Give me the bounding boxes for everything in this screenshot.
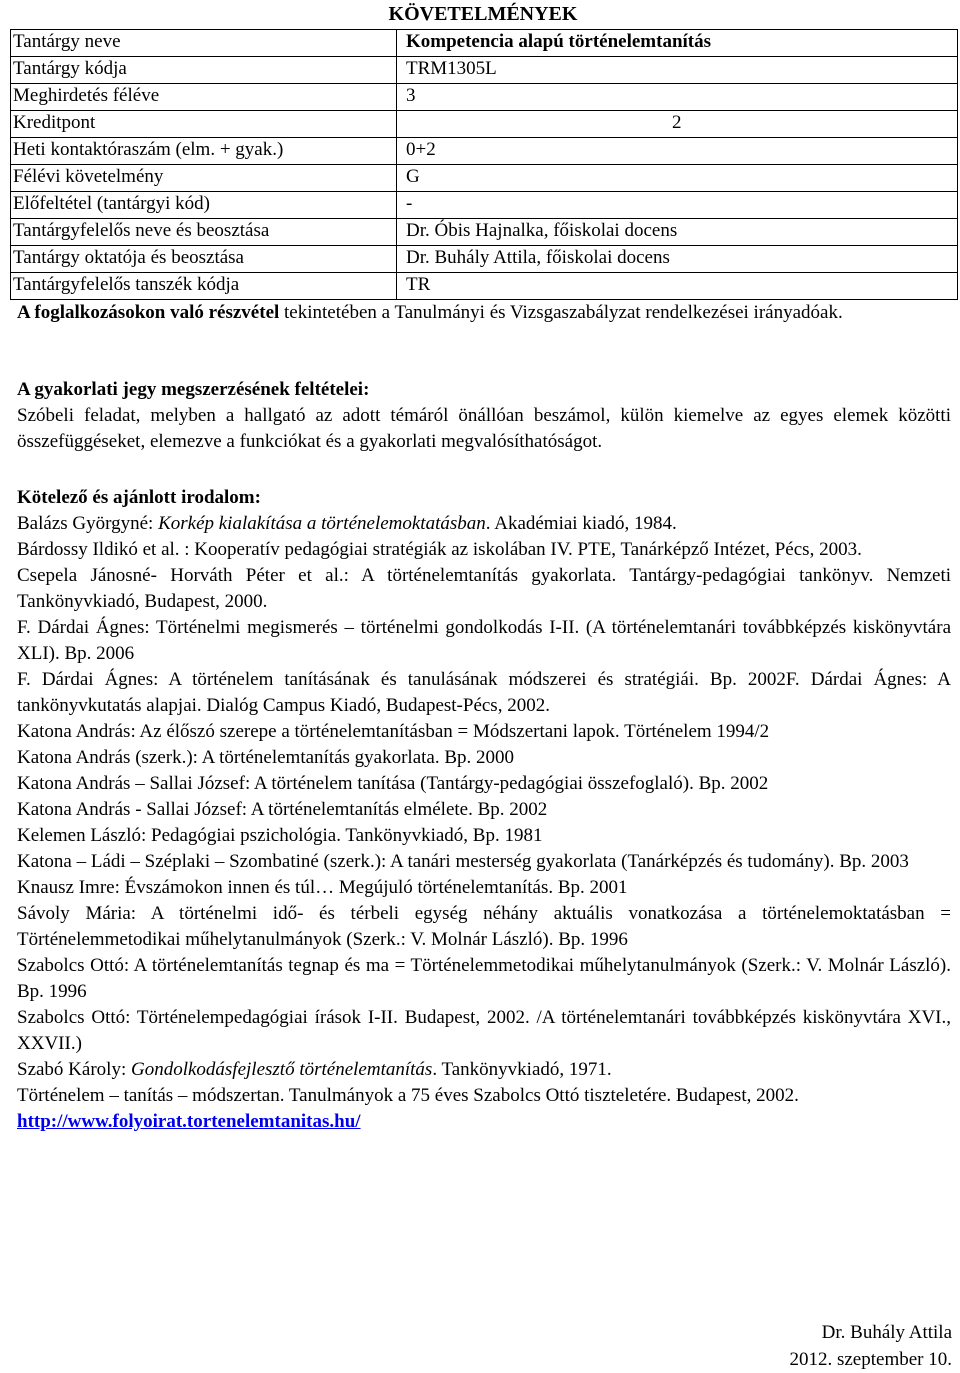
label-semester: Meghirdetés féléve — [13, 85, 160, 106]
attendance-text: tekintetében a Tanulmányi és Vizsgaszabályzat rendelkezései irányadóak. — [279, 302, 843, 323]
lit-item: Katona – Ládi – Széplaki – Szombatiné (szerk.): A tanári mesterség gyakorlata (Tanárképzés és tudomány). Bp. 2003 — [17, 851, 909, 872]
lit-item: Katona András – Sallai József: A történelem tanítása (Tantárgy-pedagógiai összefoglaló). Bp. 2002 — [17, 773, 769, 794]
lit-item: Csepela Jánosné- Horváth Péter et al.: A történelemtanítás gyakorlata. Tantárgy-pedagógiai tankönyv. Nemzeti Tankönyvkiadó, Budapest, 2000. — [17, 565, 951, 612]
value-instructor: Dr. Buhály Attila, főiskolai docens — [406, 247, 670, 268]
value-course-name: Kompetencia alapú történelemtanítás — [406, 31, 712, 52]
lit-item: Balázs Györgyné: Korkép kialakítása a történelemoktatásban. Akadémiai kiadó, 1984. — [17, 513, 677, 534]
value-course-code: TRM1305L — [406, 58, 497, 79]
lit-item: Knausz Imre: Évszámokon innen és túl… Megújuló történelemtanítás. Bp. 2001 — [17, 877, 628, 898]
label-course-name: Tantárgy neve — [13, 31, 121, 52]
label-instructor: Tantárgy oktatója és beosztása — [13, 247, 244, 268]
journal-link[interactable]: http://www.folyoirat.tortenelemtanitas.hu/ — [17, 1111, 361, 1132]
signature-name: Dr. Buhály Attila — [821, 1322, 952, 1343]
label-credits: Kreditpont — [13, 112, 96, 133]
value-credits: 2 — [672, 112, 682, 133]
lit-item: Katona András (szerk.): A történelemtanítás gyakorlata. Bp. 2000 — [17, 747, 515, 768]
signature-date: 2012. szeptember 10. — [789, 1349, 952, 1370]
practice-section — [17, 377, 951, 455]
value-responsible: Dr. Óbis Hajnalka, főiskolai docens — [406, 220, 678, 241]
lit-item: Bárdossy Ildikó et al. : Kooperatív pedagógiai stratégiák az iskolában IV. PTE, Tanárképző Intézet, Pécs, 2003. — [17, 539, 862, 560]
value-semester: 3 — [406, 85, 416, 106]
course-info-table — [10, 29, 958, 300]
label-prerequisite: Előfeltétel (tantárgyi kód) — [13, 193, 210, 214]
label-course-code: Tantárgy kódja — [13, 58, 127, 79]
lit-item: Szabolcs Ottó: A történelemtanítás tegnap és ma = Történelemmetodikai műhelytanulmányok (Szerk.: V. Molnár László). Bp. 1996 — [17, 955, 951, 1002]
literature-heading: Kötelező és ajánlott irodalom: — [17, 487, 261, 508]
value-contact-hours: 0+2 — [406, 139, 436, 160]
lit-item: Katona András: Az élőszó szerepe a történelemtanításban = Módszertani lapok. Történelem 1994/2 — [17, 721, 770, 742]
label-requirement: Félévi követelmény — [13, 166, 164, 187]
practice-heading: A gyakorlati jegy megszerzésének feltételei: — [17, 379, 370, 400]
lit-item: Sávoly Mária: A történelmi idő- és térbeli egység néhány aktuális vonatkozása a történelemoktatásban = Történelemmetodikai műhelytanulmányok (Szerk.: V. Molnár László). Bp. 1996 — [17, 903, 951, 950]
label-responsible: Tantárgyfelelős neve és beosztása — [13, 220, 270, 241]
attendance-rule — [17, 300, 951, 326]
lit-item: Katona András - Sallai József: A történelemtanítás elmélete. Bp. 2002 — [17, 799, 548, 820]
lit-item: Történelem – tanítás – módszertan. Tanulmányok a 75 éves Szabolcs Ottó tiszteletére. Budapest, 2002. — [17, 1085, 799, 1106]
label-contact-hours: Heti kontaktóraszám (elm. + gyak.) — [13, 139, 284, 160]
document-title: KÖVETELMÉNYEK — [388, 3, 578, 25]
value-department: TR — [406, 274, 431, 295]
value-requirement: G — [406, 166, 420, 187]
value-prerequisite: - — [406, 193, 413, 214]
attendance-bold: A foglalkozásokon való részvétel — [17, 302, 280, 323]
lit-item: Szabolcs Ottó: Történelempedagógiai írások I-II. Budapest, 2002. /A történelemtanári továbbképzés kiskönyvtára XVI., XXVII.) — [17, 1007, 951, 1054]
lit-item: F. Dárdai Ágnes: Történelmi megismerés – történelmi gondolkodás I-II. (A történelemtanári továbbképzés kiskönyvtára XLI). Bp. 2006 — [17, 617, 951, 664]
literature-section — [17, 485, 951, 1135]
practice-text: Szóbeli feladat, melyben a hallgató az adott témáról önállóan beszámol, külön kiemelve az egyes elemek közötti összefüggéseket, elemezve a funkciókat és a gyakorlati megvalósíthatóságot. — [17, 405, 951, 452]
lit-item: Szabó Károly: Gondolkodásfejlesztő történelemtanítás. Tankönyvkiadó, 1971. — [17, 1059, 612, 1080]
lit-item: Kelemen László: Pedagógiai pszichológia. Tankönyvkiadó, Bp. 1981 — [17, 825, 543, 846]
label-department: Tantárgyfelelős tanszék kódja — [13, 274, 240, 295]
lit-item: F. Dárdai Ágnes: A történelem tanításának és tanulásának módszerei és stratégiái. Bp. 2002F. Dárdai Ágnes: A tankönyvkutatás alapjai. Dialóg Campus Kiadó, Budapest-Pécs, 2002. — [17, 669, 951, 716]
